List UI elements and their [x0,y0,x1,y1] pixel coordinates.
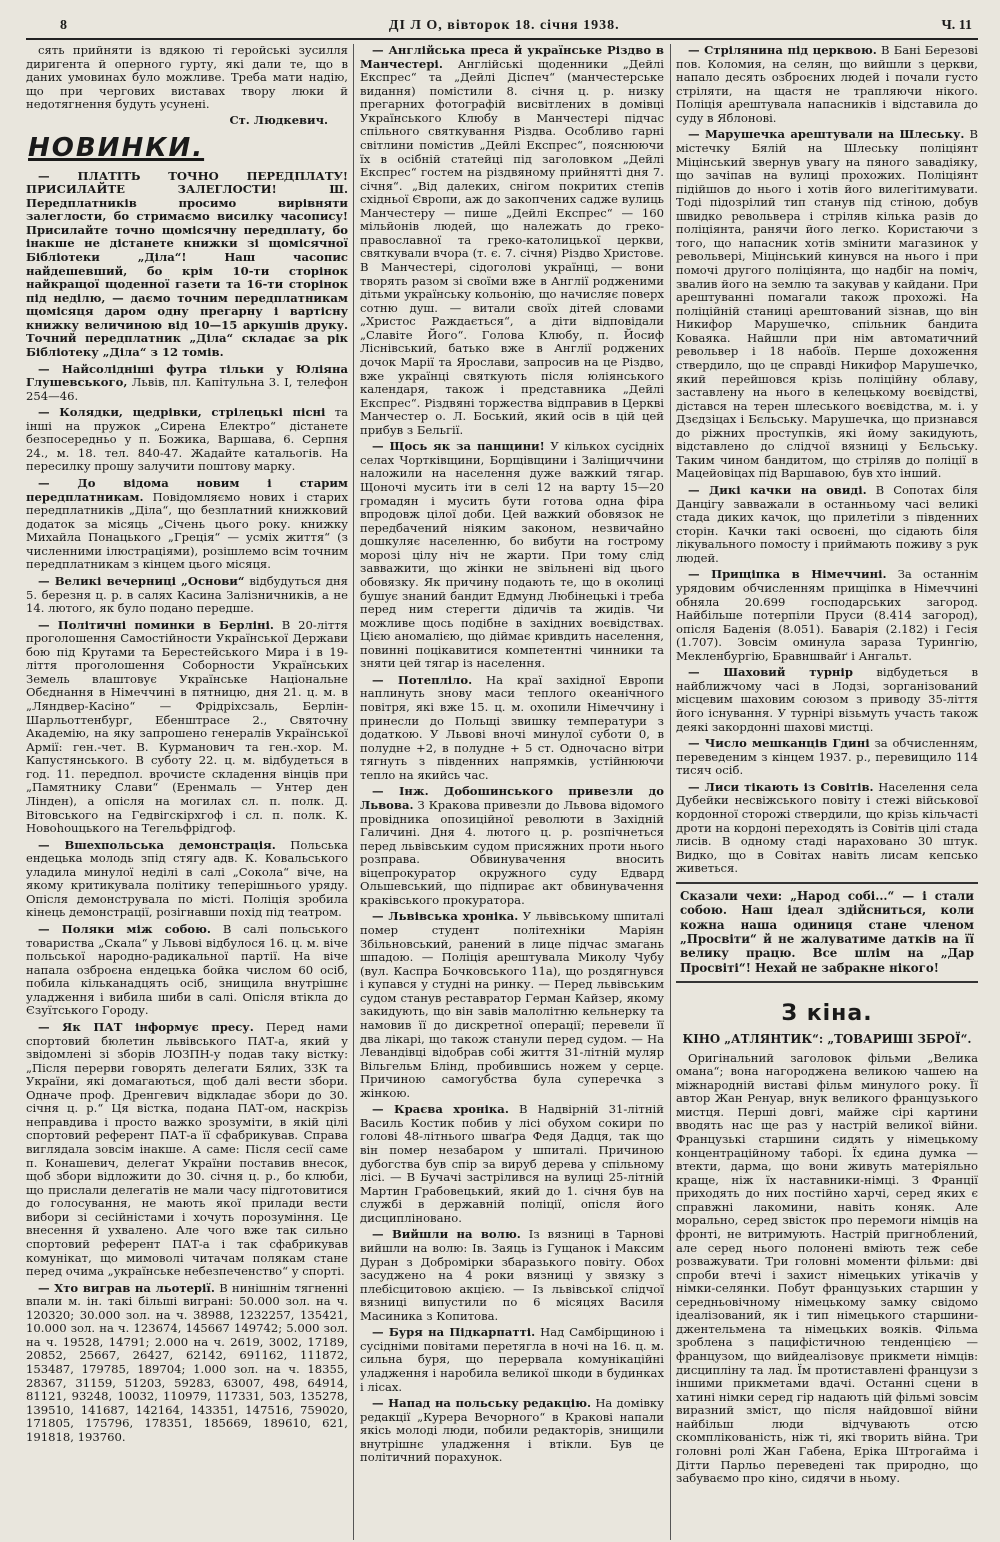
news-item-headline: — Стрілянина під церквою. [688,44,877,57]
news-item-body: В Бані Березові пов. Коломия, на селян, що вийшли з церкви, напало десять озброєних людей і почали густо стріляти, на щастя не трапляючи нікого. Поліція арештувала напасників і відставила до суду в Яблонові. [676,44,978,125]
news-item-headline: — Краєва хроніка. [372,1102,509,1117]
news-item-headline: — ПЛАТІТЬ ТОЧНО ПЕРЕДПЛАТУ! ПРИСИЛАЙТЕ ЗАЛЕГЛОСТИ! Ш. Передплатників просимо вирівняти залеглости, бо стримаємо висилку часопису! Присилайте точно щомісячну передплату, бо інакше не дістанете книжки зі щомісячної Бібліотеки „Діла“! Наш часопис найдешевший, бо крім 10-ти сторінок найкращої щоденної газети та 16-ти сторінок під неділю, — даємо точним передплатникам щомісяця даром одну прегарну і вартісну книжку величиною від 10—15 аркушів друку. Точний передплатник „Діла“ складає за рік Бібліотеку „Діла“ з 12 томів. [26,168,348,359]
news-item-headline: — Колядки, щедрівки, стрілецькі пісні [38,405,326,420]
news-item-body: Львів, пл. Капітульна 3. І, телефон 254—46. [26,375,348,403]
news-item-headline: — Дикі качки на овиді. [688,483,867,497]
news-item [360,910,664,1100]
masthead [26,0,978,40]
cinema-section-heading: З кіна. [781,1001,873,1027]
news-rubric-heading: НОВИНКИ. [28,133,205,164]
columns [26,44,978,1540]
news-item-headline: — Найсолідніші футра тільки у Юліяна Глушевського, [26,361,348,390]
news-item [26,923,348,1018]
news-item-headline: — Лиси тікають із Совітів. [688,779,874,794]
news-item-headline: — Вийшли на волю. [372,1227,521,1242]
news-item [26,839,348,920]
news-item [26,363,348,404]
news-item-headline: — Напад на польську редакцію. [372,1396,592,1411]
news-item-body: З Кракова привезли до Львова відомого провідника опозиційної революти в Західній Галичині. Дня 4. лютого ц. р. розпічнеться перед львівським судом присяжних проти нього розправа. Обвинувачення вносить віцепрокуратор окружного суду Едвард Ольшевський, що підпирає акт обвинувачення краківського прокуратора. [360,797,664,907]
news-item-body: відбудуться дня 5. березня ц. р. в салях Касина Залізничників, а не 14. лютого, як було подано передше. [26,573,348,616]
news-item-headline: — Число мешканців Гдині [688,736,870,751]
news-item [676,666,978,734]
news-list-col3 [676,44,978,876]
column-rule [353,44,354,1540]
column-3 [676,44,978,1540]
news-item-body: На домівку редакції „Курера Вечорного“ в Кракові напали якісь молоді люди, побили редакторів, знищили внутрішнє уладження і втікли. Був це політичний порахунок. [360,1396,664,1465]
news-item-headline: — Львівська хроніка. [372,909,519,924]
news-item-body: В Надвірній 31-літній Василь Костик побив у лісі обухом сокири по голові 48-літнього шваґра Федя Дадця, так що він помер незабаром у шпиталі. Причиною дубогства був спір за вируб дерева у спільному лісі. — В Бучачі застрілився на вулиці 25-літній Мартин Грабовецький, який до 1. січня був на службі в державній поліції, опісля його дисципліновано. [360,1102,664,1225]
news-item [360,785,664,907]
news-item-body: У кількох сусідніх селах Чортківщини, Борщівщини і Заліщиччини наложили на населення дуже важкий тягар. Щоночі мусить іти в селі 12 на варту 15—20 громадян і мусить бути готова одна фіра впродовж цілої доби. Цей важкий обовязок не передбачений ніяким законом, незвичайно дошкуляє населенню, бо вибути на гострому морозі цілу ніч не жарти. При тому слід завважити, що жінки не звільнені від цього обовязку. Як причину подають те, що в околиці бушує знаний бандит Едмунд Любінецькі і треба перед ним стерегти дідичів та жидів. Чи можливе щось подібне в західних воєвідствах. Цією аномалією, що діймає кривдить населення, повинні поцікавитися компетентні чинники та зняти цей тягар із населення. [360,439,664,671]
news-item [676,44,978,125]
news-item-headline: — Потепліло. [372,672,473,687]
column-1 [26,44,348,1540]
news-item [360,674,664,783]
news-item [26,575,348,616]
news-item [360,440,664,671]
news-item [26,477,348,572]
film-review-text: Оригінальний заголовок фільми „Велика омана“; вона нагороджена великою чашею на міжнародній виставі фільм минулого року. Її автор Жан Ренуар, внук великого французького мистця. Перші довгі, майже сірі картини вводять нас ще раз у настрій великої війни. Французькі старшини сидять у німецькому концентраційному таборі. Їх єдина думка — втекти, дарма, що вони живуть матеріяльно краще, ніж їх наставники-німці. З Франції приходять до них постійно харчі, серед яких є справжні лакомини, навіть коняк. Але морально, серед звісток про перемоги німців на фронті, не витримують. Настрій пригноблений, але серед нього полонені вміють теж себе розважувати. Три головні моменти фільми: дві спроби втечі і захист німецьких утікачів у німки-селянки. Побут французьких старшин у середньовічному німецькому замку свідомо ідеалізований, як і тип німецького старшини-джентельмена та німецьких вояків. Фільма зроблена з пацифістичною тенденцією — французом, що вийдеалізовує прикмети німців: дисципліну та лад. Їм протиставлені французи з іншими прикметами вдачі. Останні сцени в хатині німки серед гір надають цій фільмі зовсім виразний зміст, що після найдовшої війни найбільш люди відчувають отсю скомплікованість, ніж ті, які творить війна. Три головні ролі Жан Габена, Еріка Штрогайма і Дітти Парльо переведені так природно, що забуваємо про кіно, сидячи в ньому. [676,1050,978,1486]
review-signature: Ст. Людкевич. [229,112,328,127]
film-review-title: КІНО „АТЛЯНТИК“: „ТОВАРИШІ ЗБРОЇ“. [682,1031,972,1046]
news-item [676,568,978,663]
prosvita-appeal-box: Сказали чехи: „Народ собі...“ — і стали собою. Наш ідеал здійсниться, коли кожна наша одиниця стане членом „Просвіти“ й не жалуватиме датків на її велику працю. Все шлім на „Дар Просвіті“! Нехай не забракне нікого! [676,882,978,983]
news-item-headline: — До відома новим і старим передплатникам. [26,476,348,504]
news-item-body: Населення села Дубейки несвіжського повіту і стежі військової кордонної сторожі ствердили, що крізь кільчасті дроти на кордоні переходять із Совітів цілі стада лисів. В одному стаді нараховано 30 штук. Видко, що в Совітах навіть лисам кепсько живеться. [676,779,978,876]
news-item-headline: — Марушечка арештували на Шлеську. [688,127,965,142]
news-item-body: Англійські щоденники „Дейлі Експрес“ та „Дейлі Діспеч“ (манчестерське видання) помістили 8. січня ц. р. низку прегарних фотографій висвітлених в домівці Українського Клюбу в Манчестері підчас спільного святкування Різдва. Особливо гарні світлини помістив „Дейлі Експрес“, пояснюючи їх в осібній статейці під заголовком „Дейлі Експрес“ гостем на різдвяному прийнятті дня 7. січня“. „Від далеких, снігом покритих степів східньої Європи, аж до закопчених садже вулиць Манчестеру — пише „Дейлі Експрес“ — 160 мільйонів людей, що належать до греко-православної та греко-католицької церкви, святкували вчора (т. є. 7. січня) Різдво Христове. В Манчестері, сідоголові українці, — вони творять разом зі своїми вже в Англії родженими дітьми українську кольонію, що начисляє поверх сотню душ. — витали своїх дітей словами „Христос Раждається“, а діти відповідали „Славіте Його“. Голова Клюбу, п. Йосиф Ліснівський, батько вже в Англії роджених дочок Марії та Ярослави, запросив на це Різдво, вже українці святкують після юліянського календаря, також і представника „Дейлі Експрес“. Різдвяні торжества відправив в Церкві Манчестер о. Л. Боський, який осів в цій цей прибув з Бельгії. [360,56,664,437]
news-item-headline: — Англійська преса й українське Різдво в Манчестері. [360,44,664,71]
news-item [360,1326,664,1394]
news-item-body: В містечку Бялій на Шлеську поліціянт Міцінський звернув увагу на пяного завадіяку, що зачіпав на вулиці прохожих. Поліціянт підійшов до нього і хотів його вилегітимувати. Тоді підозрілий тип станув під стіною, добув швидко револьвера і стріляв кілька разів до поліціянта, ранячи його легко. Користаючи з того, що напасник хотів змінити магазинок у револьвері, Міцінський кинувся на нього і при помочі другого поліціянта, що надбіг на поміч, звалив його на землю та закував у кайдани. При арештуванні помагали також прохожі. На поліційній станиці арештований зізнав, що він Никифор Марушечко, спільник бандита Коваяка. Найшли при нім автоматичний револьвер і 18 набоїв. Перше дохоження ствердило, що це справді Никифор Марушечко, який перейшовся крізь поліційну облаву, заставлену на нього в келецькому воєвідстві, дістався на терен шлеського воєвідства, м. і. у Дзєдзіцах і Бєльську. Марушечка, що признався до ріжних проступків, які йому закидують, відставлено до слідчої вязниці у Бєльську. Таким чином бандитом, що стріляв до поліції в Мацейовіцах під Варшавою, був хто інший. [676,127,978,481]
news-item-headline: — Політичні поминки в Берліні. [38,617,274,632]
news-item-body: Польська ендецька молодь зпід стягу адв. К. Ковальського уладила минулої неділі в салі „Сокола“ віче, на якому критикувала політику теперішнього уряду. Опісля демонструвала по місті. Поліція зробила кінець демонстрації, розігнавши похід під театром. [26,837,348,920]
news-item-body: За останнім урядовим обчисленням прищіпка в Німеччині обняла 20.699 господарських загород. Найбільше потерпіли Пруси (8.414 загород), опісля Баденія (8.051). Баварія (2.182) і Гесія (1.707). Зовсім оминула зараза Турингію, Мекленбургію, Бравншвайґ і Ангальт. [676,567,978,663]
news-list-col2 [360,44,664,1465]
news-item-body: Над Самбірщиною і сусідніми повітами перетягла в ночі на 16. ц. м. сильна буря, що перервала комунікаційні уладження і наробила великої шкоди в будинках і лісах. [360,1325,664,1394]
news-item-body: В нинішнім тягненні впали м. ін. такі більші виграні: 50.000 зол. на ч. 120320; 30.000 зол. на ч. 38988, 1232257, 135421, 10.000 зол. на ч. 123674, 145667 149742; 5.000 зол. на ч. 19528, 14791; 2.000 на ч. 2619, 3002, 17189, 20852, 25667, 26427, 62142, 691162, 111872, 153487, 179785, 189704; 1.000 зол. на ч. 18355, 28367, 31159, 51203, 59283, 63007, 498, 64914, 81121, 93248, 10032, 110979, 117331, 503, 135278, 139510, 141687, 142164, 143351, 147516, 759020, 171805, 175796, 178351, 185669, 189610, 621, 191818, 193760. [26,1280,348,1444]
news-item [676,128,978,481]
news-item-headline: — Буря на Підкарпатті. [372,1325,536,1340]
news-item [676,484,978,565]
news-item [360,1397,664,1465]
news-item-headline: — Вшехпольська демонстрація. [38,837,276,852]
news-item-headline: — Поляки між собою. [38,922,211,937]
column-rule [670,44,671,1540]
news-item-body: та інші на пружок „Сирена Електро“ дістанете безпосередньо у п. Божика, Варшава, 6. Серпня 24., м. 18. тел. 840-47. Жадайте катальогів. На пересилку прошу залучити поштову марку. [26,405,348,474]
news-item-headline: — Шаховий турнір [688,665,853,680]
news-item-body: Перед нами спортовий бюлетин львівського ПАТ-а, який у звідомлені зі зборів ЛОЗПН-у подав таку вістку: „Після перерви говорять делегати Бялих, ЗЗК та України, які домагаються, щоб далі вести збори. Одначе проф. Дренгевич відкладає збори до 30. січня ц. р.“ Ця вістка, подана ПАТ-ом, наскрізь неправдива і просто важко зрозуміти, в якій цілі спортовий референт ПАТ-а її сфабрикував. Справа виглядала зовсім інакше. А саме: Після сесії саме п. Конашевич, делегат України поставив внесок, щоб збори відложити до 30. січня ц. р., бо клюби, що прислали делегатів не мали часу підготовитися до голосування, не мають якої прилади вести вибори зі сесійністами і хочуть порозуміння. Це внесення й ухвалено. Але чого вже так сильно спортовий референт ПАТ-а і так сфабрикував комунікат, що мимоволі читачам полякам стане перед очима „українське небезпеченство“ у спорті. [26,1019,348,1279]
news-item-headline: — Щось як за панщини! [372,439,545,454]
column-2 [360,44,664,1540]
news-item-body: Із вязниці в Тарнові вийшли на волю: Ів. Заяць із Гущанок і Максим Дуран з Добромірки збаразького повіту. Обох засуджено на 4 роки вязниці у звязку з плебісцитовою акцією. — Із львівської слідчої вязниці випустили по 6 місяцях Василя Масиника з Копитова. [360,1227,664,1323]
newspaper-title-date: ДІ Л О, вівторок 18. січня 1938. [388,18,620,33]
news-item [26,1282,348,1445]
news-item-headline: — Інж. Добошинського привезли до Львова. [360,784,664,812]
news-item-body: У львівському шпиталі помер студент політехніки Маріян Збільновський, ранений в лице підчас змагань шпадою. — Поліція арештувала Миколу Чубу (вул. Каспра Бочковського 11а), що роздягнувся і купався у студні на ринку. — Перед львівським судом станув реставратор Герман Кайзер, якому закидують, що він завів малолітню кельнерку та намовив її до дискретної операції; перевели її два лікарі, що також станули перед судом. — На Левандівці відобрав собі життя 31-літній муляр Вільгельм Блінд, пробившись ножем у серце. Причиною самогубства була суперечка з жінкою. [360,909,664,1100]
news-item-headline: — Як ПАТ інформує пресу. [38,1019,254,1034]
news-item [676,781,978,876]
news-item-headline: — Великі вечерниці „Основи“ [38,573,245,588]
news-item-body: відбудеться в найближчому часі в Лодзі, зорганізований місцевим шаховим союзом з приводу 35-ліття його існування. У турнірі візьмуть участь також деякі закордонні шахові мистці. [676,665,978,734]
news-item [26,619,348,836]
page-number: 8 [60,18,67,33]
news-item [26,1021,348,1279]
news-item-headline: — Прищіпка в Німеччині. [688,567,887,582]
news-item-body: В 20-ліття проголошення Самостійности Української Держави бою під Крутами та Берестейського Мира і в 19-ліття проголошення Соборности Українських Земель влаштовує Українське Національне Обєднання в Німеччині в пятницю, дня 21. ц. м. в „Ляндвер-Касіно“ — Фрідріхсзаль, Берлін-Шарльоттенбург, Ебенштрасе 2., Святочну Академію, на яку запрошено генералів Української Армії: ген.-чет. В. Курманович та ген.-хор. М. Капустянського. В суботу 22. ц. м. відбудеться в год. 11. передпол. врочисте складення вінців при „Памятнику Слави“ (Еренмаль — Унтер ден Лінден), а опісля на могилах сл. п. полк. Д. Вітовського на Гедвігскірхгоф і сл. п. полк. К. Новоhouцького на Тегельфрідгоф. [26,617,348,836]
news-item-body: На краї західної Европи наплинуть знову маси теплого океанічного повітря, які вже 15. ц. м. охопили Німеччину і принесли до Польщі звишку температури з додаткою. У Львові вночі минулої суботи 0, в полудне +2, в полудне + 5 ст. Одночасно вітри тягнуть з південних напрямків, устійнюючи тепло на якийсь час. [360,672,664,782]
news-item [26,170,348,360]
news-item [360,44,664,437]
news-item-headline: — Хто виграв на льотерії. [38,1280,215,1295]
news-item-body: В салі польського товариства „Скала“ у Львові відбулося 16. ц. м. віче польської народно-радикальної партії. На віче напала озброєна ендецька бойка числом 60 осіб, побила кільканадцять осіб, знищила внутрішнє уладження і вибила шиби в салі. Опісля втікла до Єзуїтського Городу. [26,922,348,1018]
news-item [26,406,348,474]
news-item [676,737,978,778]
news-list-col1 [26,170,348,1445]
news-item [360,1228,664,1323]
news-item-body: В Сопотах біля Данцігу завважали в останньому часі великі стада диких качок, що прилетіли з південних сторін. Качки такі освоєні, що сідають біля лікувального помосту і приймають поживу з рук людей. [676,483,978,565]
news-item [360,1103,664,1225]
review-ending: сять прийняти із вдякою ті геройські зусилля диригента й оперного гурту, які дали те, що в даних умовинах було можливе. Треба мати надію, що при чергових виставах твору люки й недотягнення будуть усунені. [26,44,348,112]
news-item-body: Повідомляємо нових і старих передплатників „Діла“, що безплатний книжковий додаток за місяць „Січень цього року. книжку Михайла Понацького „Греція“ — усміх життя“ (з численними ілюстраціями), розішлемо всім точним передплатникам з кінцем цього місяця. [26,489,348,572]
issue-number: Ч. 11 [941,18,972,33]
news-item-body: за обчисленням, переведеним з кінцем 1937. р., перевищило 114 тисяч осіб. [676,736,978,778]
